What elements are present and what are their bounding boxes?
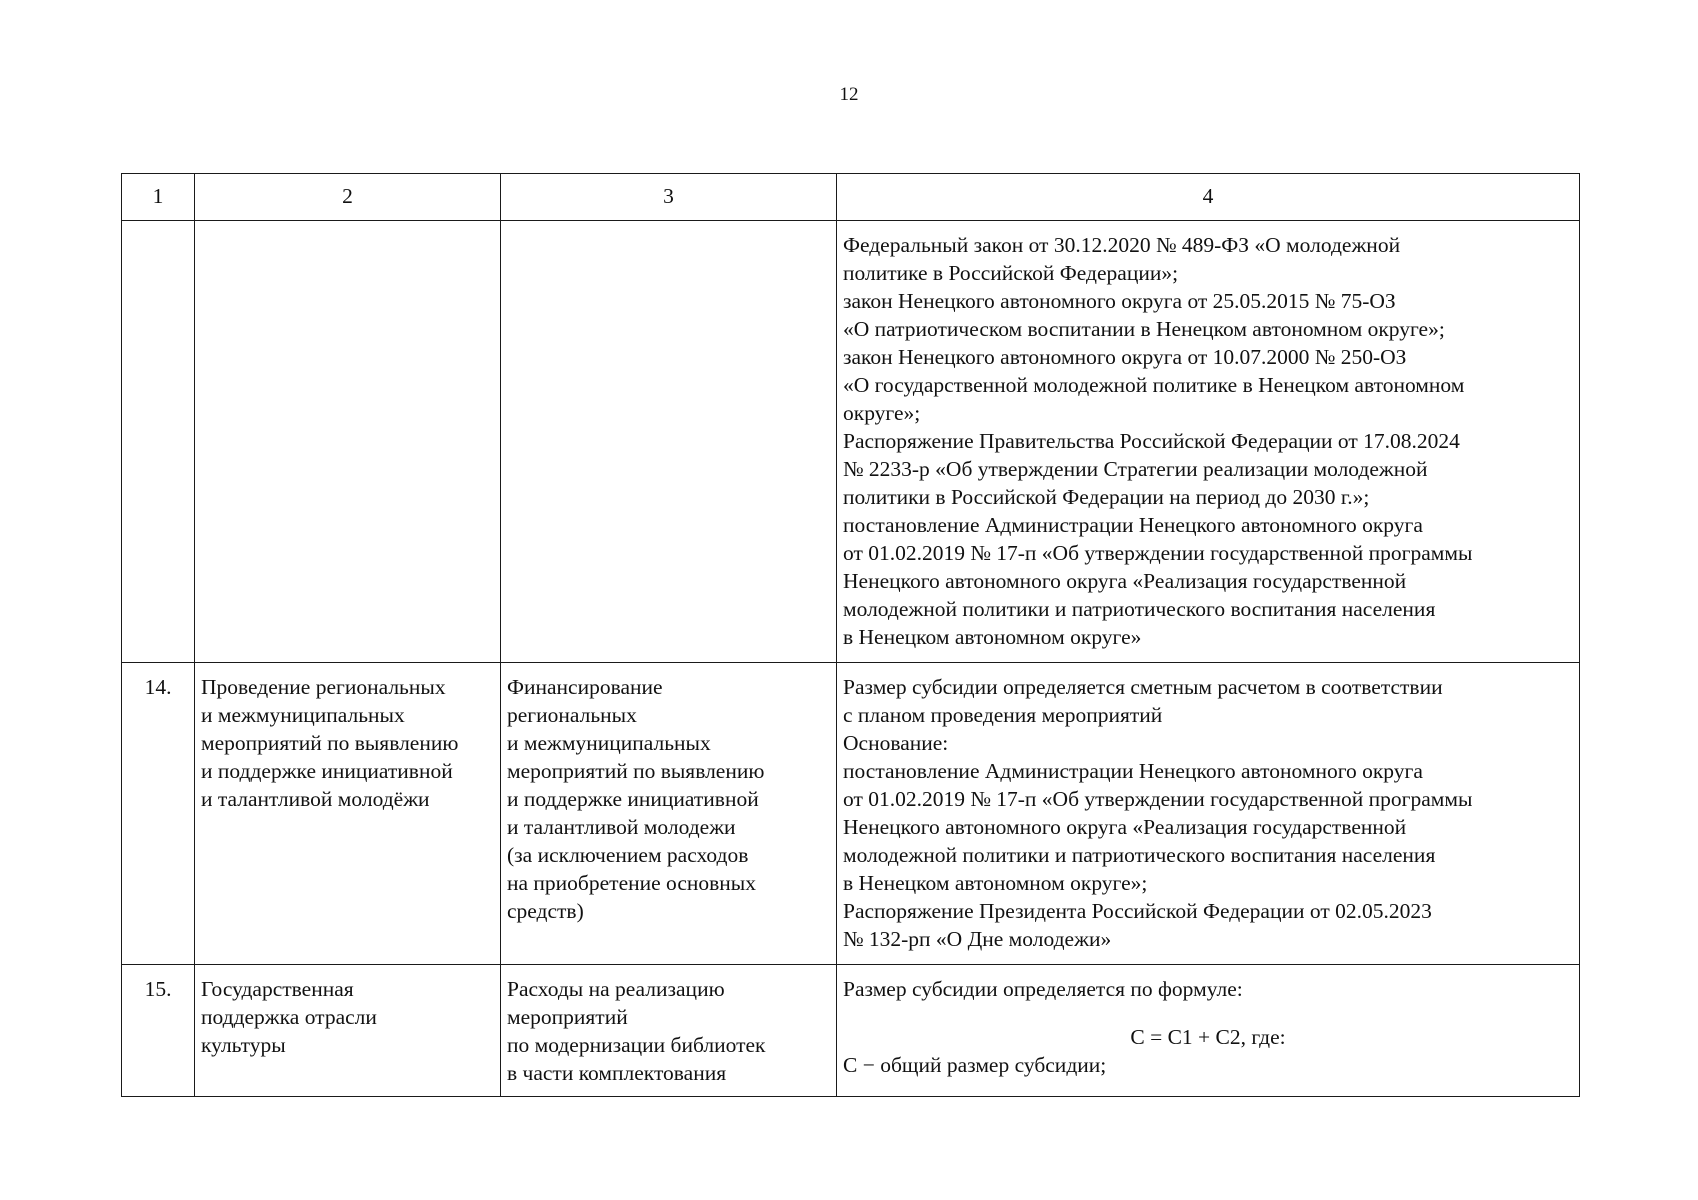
table-header-row bbox=[122, 174, 1580, 221]
expense-line: региональных bbox=[507, 703, 637, 727]
basis-line: политике в Российской Федерации»; bbox=[843, 261, 1179, 285]
basis-cell bbox=[837, 965, 1580, 1097]
activity-line: Государственная bbox=[201, 977, 354, 1001]
expense-cell bbox=[501, 663, 837, 965]
basis-line: постановление Администрации Ненецкого автономного округа bbox=[843, 759, 1423, 783]
expense-line: и поддержке инициативной bbox=[507, 787, 759, 811]
basis-line: № 2233-р «Об утверждении Стратегии реализации молодежной bbox=[843, 457, 1428, 481]
row-number-cell: 15. bbox=[122, 965, 195, 1097]
header-col-4: 4 bbox=[837, 174, 1580, 221]
expense-cell bbox=[501, 965, 837, 1097]
basis-line: молодежной политики и патриотического воспитания населения bbox=[843, 597, 1436, 621]
basis-line: от 01.02.2019 № 17-п «Об утверждении государственной программы bbox=[843, 787, 1473, 811]
expense-line: в части комплектования bbox=[507, 1061, 727, 1085]
activity-line: и талантливой молодёжи bbox=[201, 787, 430, 811]
expense-line: мероприятий по выявлению bbox=[507, 759, 765, 783]
activity-line: Проведение региональных bbox=[201, 675, 446, 699]
header-col-3: 3 bbox=[501, 174, 837, 221]
expense-line: Расходы на реализацию bbox=[507, 977, 725, 1001]
basis-line: «О государственной молодежной политике в Ненецком автономном bbox=[843, 373, 1465, 397]
basis-cell bbox=[837, 221, 1580, 663]
activity-cell bbox=[195, 663, 501, 965]
basis-line: № 132-рп «О Дне молодежи» bbox=[843, 927, 1112, 951]
header-col-1: 1 bbox=[122, 174, 195, 221]
basis-line: Размер субсидии определяется сметным расчетом в соответствии bbox=[843, 675, 1443, 699]
expense-line: и талантливой молодежи bbox=[507, 815, 736, 839]
basis-line: в Ненецком автономном округе» bbox=[843, 625, 1142, 649]
expense-line: средств) bbox=[507, 899, 584, 923]
basis-line: от 01.02.2019 № 17-п «Об утверждении государственной программы bbox=[843, 541, 1473, 565]
expense-line: и межмуниципальных bbox=[507, 731, 711, 755]
basis-line: Распоряжение Правительства Российской Федерации от 17.08.2024 bbox=[843, 429, 1460, 453]
basis-line: закон Ненецкого автономного округа от 25.05.2015 № 75-ОЗ bbox=[843, 289, 1396, 313]
activity-line: поддержка отрасли bbox=[201, 1005, 377, 1029]
row-number-cell: 14. bbox=[122, 663, 195, 965]
expense-line: мероприятий bbox=[507, 1005, 628, 1029]
basis-line: Распоряжение Президента Российской Федерации от 02.05.2023 bbox=[843, 899, 1432, 923]
basis-line: постановление Администрации Ненецкого автономного округа bbox=[843, 513, 1423, 537]
basis-line: Ненецкого автономного округа «Реализация государственной bbox=[843, 815, 1407, 839]
formula-intro: Размер субсидии определяется по формуле: bbox=[843, 977, 1243, 1001]
basis-line: «О патриотическом воспитании в Ненецком автономном округе»; bbox=[843, 317, 1445, 341]
basis-line: в Ненецком автономном округе»; bbox=[843, 871, 1148, 895]
table-row-14 bbox=[122, 663, 1580, 965]
header-col-2: 2 bbox=[195, 174, 501, 221]
expense-line: на приобретение основных bbox=[507, 871, 756, 895]
activity-line: и межмуниципальных bbox=[201, 703, 405, 727]
basis-line: Основание: bbox=[843, 731, 949, 755]
activity-line: и поддержке инициативной bbox=[201, 759, 453, 783]
basis-line: Ненецкого автономного округа «Реализация государственной bbox=[843, 569, 1407, 593]
activity-line: культуры bbox=[201, 1033, 286, 1057]
basis-line: политики в Российской Федерации на период до 2030 г.»; bbox=[843, 485, 1370, 509]
row-number-cell bbox=[122, 221, 195, 663]
basis-line: с планом проведения мероприятий bbox=[843, 703, 1163, 727]
expense-line: (за исключением расходов bbox=[507, 843, 749, 867]
page-number: 12 bbox=[839, 84, 859, 105]
basis-line: молодежной политики и патриотического воспитания населения bbox=[843, 843, 1436, 867]
table-row-continuation bbox=[122, 221, 1580, 663]
basis-line: закон Ненецкого автономного округа от 10.07.2000 № 250-ОЗ bbox=[843, 345, 1407, 369]
spacer bbox=[843, 1003, 1573, 1023]
subsidy-table bbox=[121, 173, 1580, 1097]
activity-line: мероприятий по выявлению bbox=[201, 731, 459, 755]
activity-cell bbox=[195, 965, 501, 1097]
basis-cell bbox=[837, 663, 1580, 965]
basis-line: округе»; bbox=[843, 401, 921, 425]
formula: C = C1 + C2, где: bbox=[1130, 1025, 1286, 1049]
activity-cell bbox=[195, 221, 501, 663]
table-row-15 bbox=[122, 965, 1580, 1097]
expense-line: Финансирование bbox=[507, 675, 663, 699]
formula-definition: C − общий размер субсидии; bbox=[843, 1053, 1107, 1077]
basis-line: Федеральный закон от 30.12.2020 № 489-ФЗ «О молодежной bbox=[843, 233, 1401, 257]
expense-line: по модернизации библиотек bbox=[507, 1033, 766, 1057]
expense-cell bbox=[501, 221, 837, 663]
